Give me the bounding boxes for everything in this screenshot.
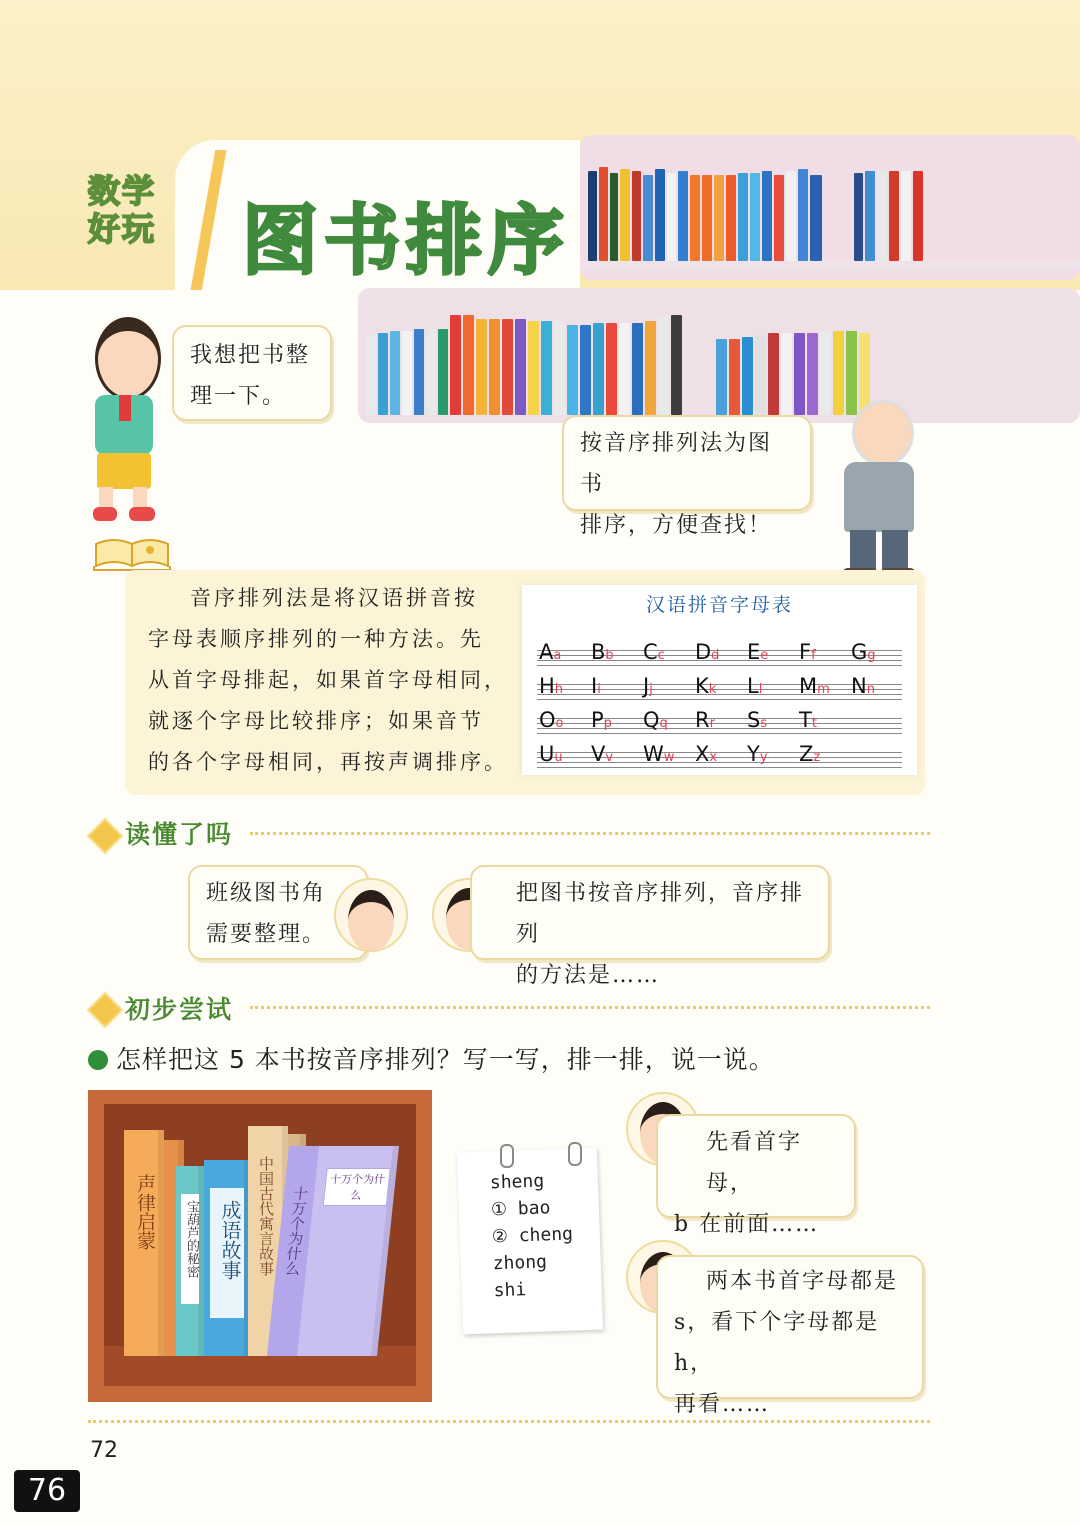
alphabet-letter: Ww [643, 742, 675, 766]
alphabet-letter: Nn [851, 674, 875, 698]
book-title: 宝葫芦的秘密 [184, 1200, 199, 1278]
bookshelf-photo-top [580, 135, 1080, 280]
bubble-text-line: 需要整理。 [206, 922, 327, 947]
alphabet-letter: Mm [799, 674, 830, 698]
alphabet-letter: Zz [799, 742, 821, 766]
bullet-dot-icon [88, 1050, 108, 1070]
alphabet-row [537, 708, 902, 736]
section-diamond-icon [87, 992, 124, 1029]
book-title: 声律启蒙 [134, 1174, 156, 1250]
footer-divider [88, 1420, 930, 1423]
alphabet-row [537, 640, 902, 668]
page-title: 图书排序 [242, 196, 570, 285]
book-shenglvqimeng [124, 1130, 164, 1356]
boy-character-top [85, 315, 165, 520]
note-line: ① bao [490, 1197, 551, 1221]
book-title: 中国古代寓言故事 [257, 1156, 275, 1276]
bubble-text-line: 两本书首字母都是 [706, 1269, 899, 1294]
alphabet-letter: Ss [747, 708, 768, 732]
exercise-question-text: 怎样把这 5 本书按音序排列？写一写，排一排，说一说。 [116, 1045, 775, 1074]
info-line: 字母表顺序排列的一种方法。先 [148, 627, 484, 651]
section-tag [88, 172, 156, 248]
girl-hint-bubble [656, 1255, 924, 1417]
boy-speech-bubble-top [172, 325, 332, 421]
bubble-text-line: 按音序排列法为图书 [580, 431, 773, 497]
alphabet-letter: Ee [747, 640, 769, 664]
info-line: 就逐个字母比较排序；如果音节 [148, 709, 484, 733]
page-number: 72 [90, 1438, 118, 1463]
note-line: ② cheng [491, 1223, 574, 1248]
alphabet-letter: Cc [643, 640, 665, 664]
paperclip-icon [568, 1142, 582, 1166]
header-divider [185, 150, 235, 290]
book-title: 成语故事 [218, 1200, 242, 1280]
alphabet-letter: Kk [695, 674, 717, 698]
bubble-text-line: 我想把书整 [190, 343, 311, 368]
alphabet-letter: Rr [695, 708, 715, 732]
alphabet-letter: Ll [747, 674, 763, 698]
bubble-text-line: b 在前面…… [674, 1212, 820, 1237]
alphabet-letter: Qq [643, 708, 668, 732]
alphabet-letter: Dd [695, 640, 720, 664]
alphabet-letter: Bb [591, 640, 614, 664]
alphabet-letter: Ff [799, 640, 816, 664]
open-book-icon [92, 536, 172, 572]
note-line: sheng [489, 1170, 545, 1194]
alphabet-letter: Uu [539, 742, 563, 766]
alphabet-title: 汉语拼音字母表 [645, 594, 793, 616]
bubble-text-line: 班级图书角 [206, 881, 327, 906]
pinyin-note [457, 1148, 603, 1335]
boy-hint-bubble [656, 1114, 856, 1237]
alphabet-letter: Gg [851, 640, 876, 664]
outer-page-number: 76 [14, 1470, 80, 1512]
bubble-text-line: s，看下个字母都是 h， [674, 1310, 880, 1376]
section-diamond-icon [87, 818, 124, 855]
section-title-try: 初步尝试 [125, 995, 234, 1024]
book-chengyugushi [204, 1160, 250, 1356]
bubble-text-line: 先看首字母， [706, 1130, 803, 1196]
info-line: 从首字母排起，如果首字母相同， [148, 668, 508, 692]
note-line: shi [493, 1279, 527, 1302]
book-baohulu [176, 1166, 204, 1356]
section-divider [250, 1006, 930, 1009]
bubble-text-line: 排序，方便查找！ [580, 513, 773, 538]
grandpa-character [830, 400, 925, 582]
bubble-text-line: 的方法是…… [516, 963, 661, 988]
books-illustration [88, 1090, 432, 1402]
info-paragraph [148, 578, 513, 783]
info-line: 的各个字母相同，再按声调排序。 [148, 750, 508, 774]
paperclip-icon [500, 1144, 514, 1168]
exercise-question [88, 1040, 775, 1076]
info-line: 音序排列法是将汉语拼音按 [190, 586, 478, 610]
bookshelf-photo-bottom [358, 288, 1080, 423]
book-shiwange [267, 1146, 399, 1356]
alphabet-letter: Jj [643, 674, 653, 698]
alphabet-letter: Oo [539, 708, 564, 732]
alphabet-letter: Pp [591, 708, 612, 732]
alphabet-letter: Hh [539, 674, 564, 698]
section-tag-line2: 好玩 [88, 210, 157, 248]
alphabet-letter: Vv [591, 742, 614, 766]
alphabet-letter: Ii [591, 674, 601, 698]
section-divider [250, 832, 930, 835]
alphabet-letter: Yy [747, 742, 768, 766]
alphabet-letter: Xx [695, 742, 718, 766]
alphabet-row [537, 742, 902, 770]
bubble-text-line: 把图书按音序排列，音序排列 [516, 881, 805, 947]
girl-avatar [334, 878, 408, 952]
book-title: 十万个为什么 [282, 1186, 310, 1276]
bubble-text-line: 理一下。 [190, 384, 287, 409]
alphabet-letter: Aa [539, 640, 562, 664]
grandpa-speech-bubble [562, 415, 812, 538]
section-tag-line1: 数学 [88, 172, 157, 210]
section-title-read: 读懂了吗 [125, 820, 234, 849]
note-line: zhong [492, 1251, 548, 1275]
book-cover-label: 十万个为什么 [323, 1168, 391, 1206]
alphabet-row [537, 674, 902, 702]
alphabet-letter: Tt [799, 708, 817, 732]
bubble-text-line: 再看…… [674, 1392, 771, 1417]
boy-speech-bubble-1 [470, 865, 830, 988]
